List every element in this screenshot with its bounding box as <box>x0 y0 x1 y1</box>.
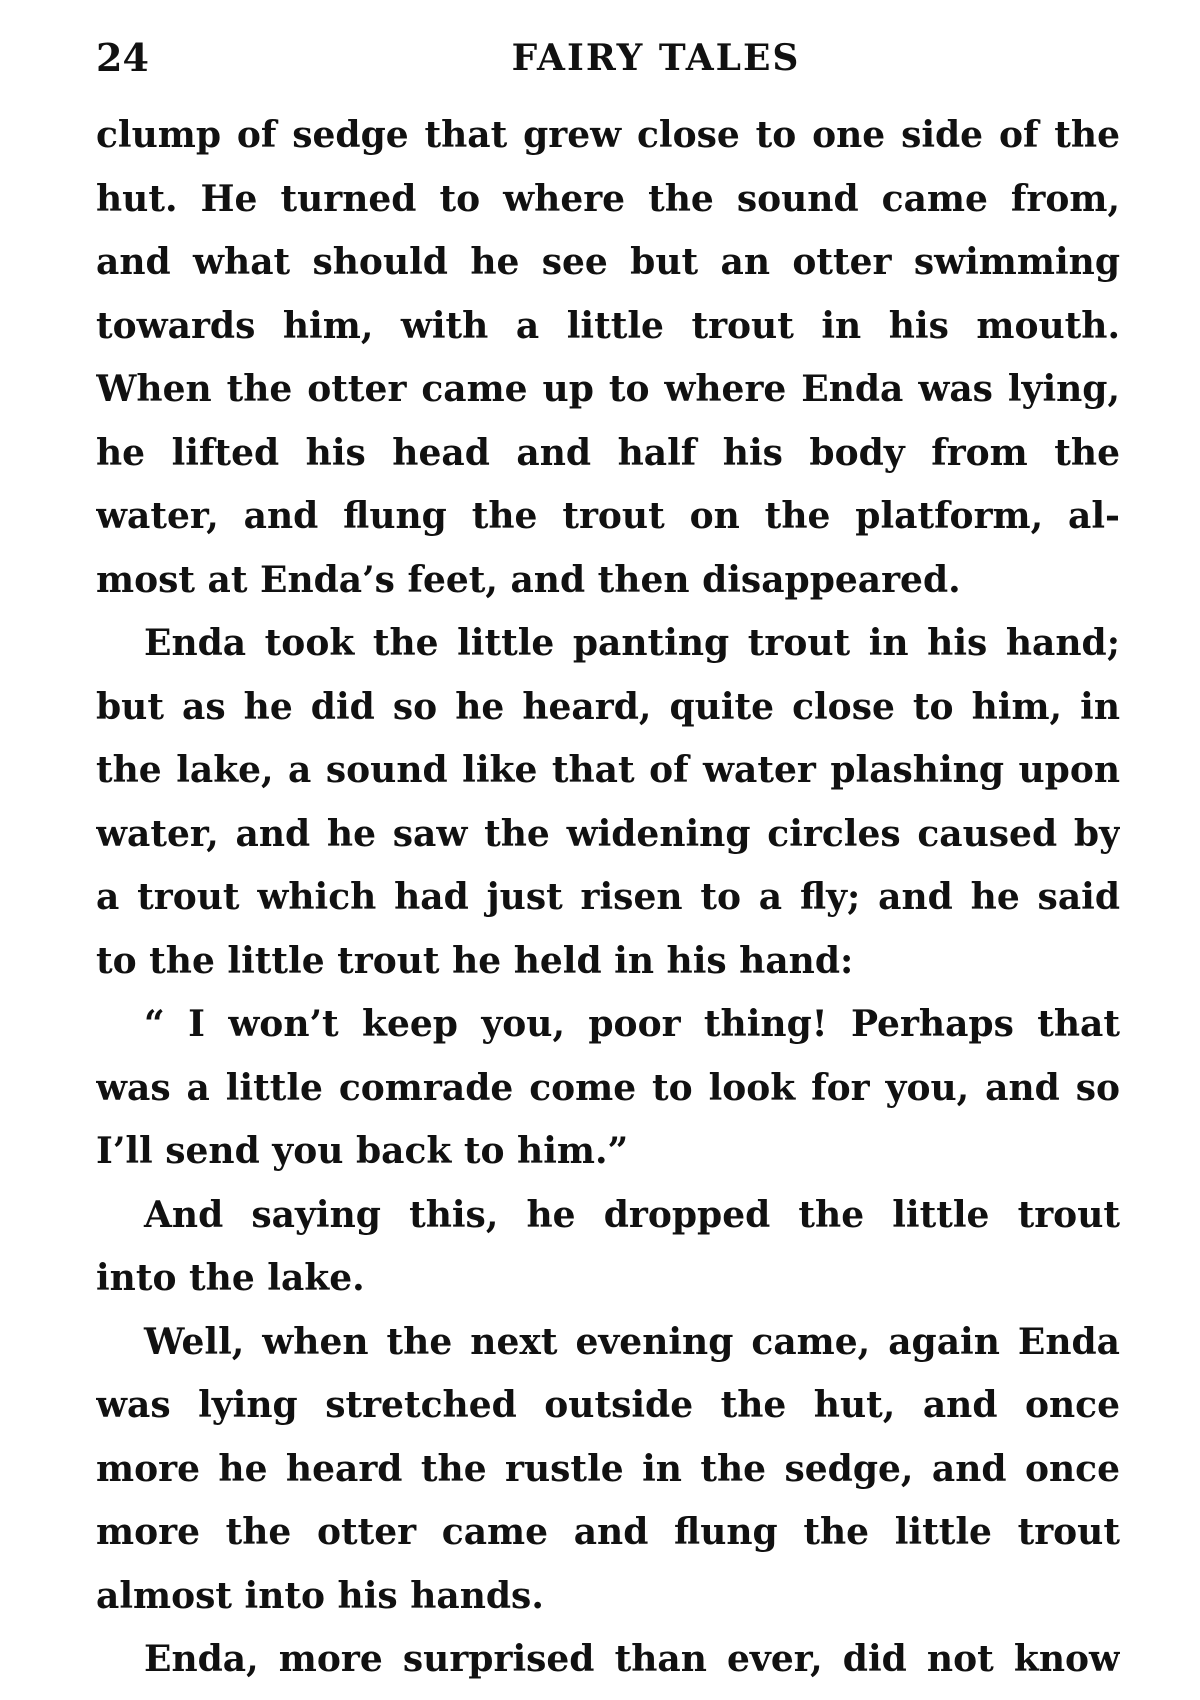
text-line: and what should he see but an otter swimming <box>96 241 1120 283</box>
text-line: almost into his hands. <box>96 1574 544 1617</box>
page-header <box>96 28 1116 88</box>
page-number: 24 <box>96 35 149 80</box>
text-line: Enda, more surprised than ever, did not know <box>144 1638 1120 1680</box>
text-line: into the lake. <box>96 1257 365 1299</box>
text-line: water, and he saw the widening circles caused by <box>96 812 1120 855</box>
text-line: towards him, with a little trout in his mouth. <box>96 304 1120 347</box>
paragraph <box>96 1184 1120 1311</box>
text-line: “ I won’t keep you, poor thing! Perhaps that <box>144 1003 1120 1045</box>
paragraph <box>96 104 1120 612</box>
text-line: water, and flung the trout on the platform, al- <box>96 495 1120 537</box>
body-text <box>96 104 1120 1692</box>
text-line: clump of sedge that grew close to one side of the <box>96 114 1120 156</box>
running-head: FAIRY TALES <box>511 37 801 79</box>
text-line: When the otter came up to where Enda was lying, <box>96 368 1120 410</box>
paragraph <box>96 612 1120 993</box>
text-line: a trout which had just risen to a fly; and he said <box>96 876 1120 918</box>
text-line: I’ll send you back to him.” <box>96 1130 629 1172</box>
paragraph <box>96 1628 1120 1692</box>
text-line: hut. He turned to where the sound came from, <box>96 177 1120 220</box>
text-line: Enda took the little panting trout in his hand; <box>144 622 1120 664</box>
text-line: was lying stretched outside the hut, and once <box>96 1384 1120 1426</box>
paragraph <box>96 1311 1120 1629</box>
text-line: he lifted his head and half his body from the <box>96 431 1120 474</box>
text-line: And saying this, he dropped the little trout <box>144 1193 1120 1236</box>
text-line: but as he did so he heard, quite close to him, in <box>96 685 1120 728</box>
text-line: more he heard the rustle in the sedge, and once <box>96 1447 1120 1490</box>
text-line: most at Enda’s feet, and then disappeared. <box>96 558 961 601</box>
text-line: to the little trout he held in his hand: <box>96 939 854 982</box>
paragraph <box>96 993 1120 1184</box>
text-line: the lake, a sound like that of water plashing upon <box>96 749 1120 791</box>
text-line: was a little comrade come to look for you, and so <box>96 1066 1120 1109</box>
text-line: Well, when the next evening came, again Enda <box>144 1320 1120 1363</box>
text-line: more the otter came and flung the little trout <box>96 1511 1120 1553</box>
